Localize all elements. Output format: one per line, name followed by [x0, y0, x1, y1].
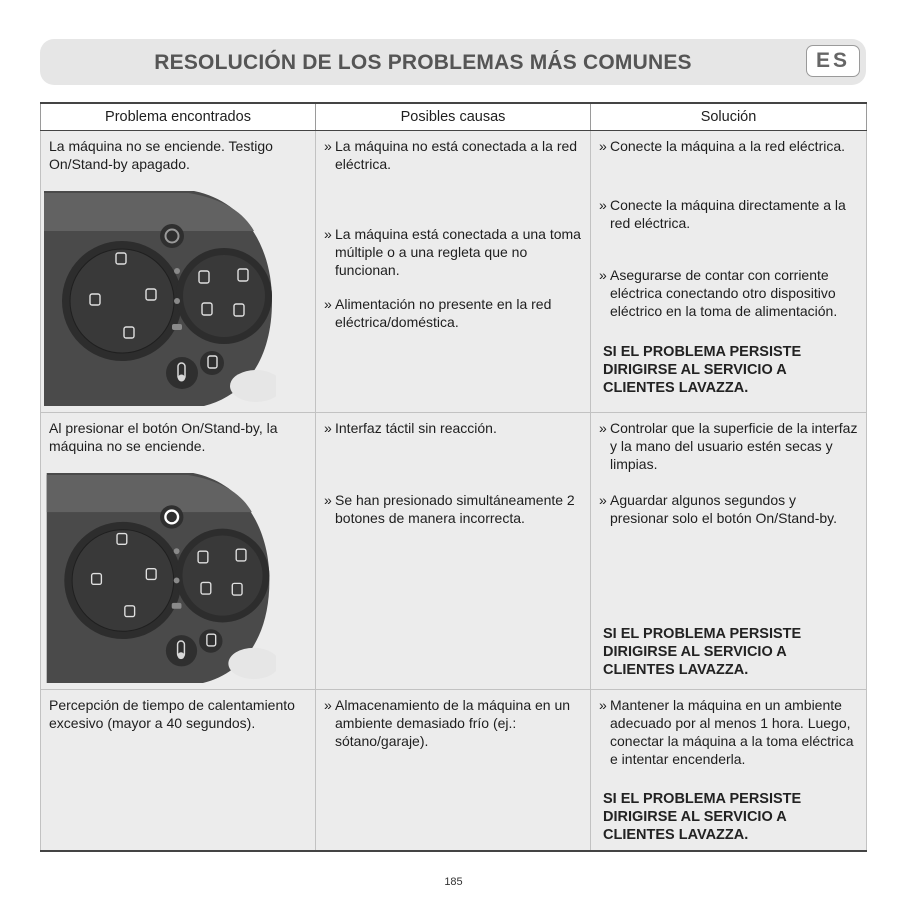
solution-item: » Aguardar algunos segundos y presionar solo el botón On/Stand-by. — [599, 491, 858, 527]
solution-item: » Conecte la máquina a la red eléctrica. — [599, 137, 858, 155]
troubleshooting-table — [40, 102, 867, 852]
cause-item: » Se han presionado simultáneamente 2 botones de manera incorrecta. — [324, 491, 582, 527]
solution-item: » Controlar que la superficie de la interfaz y la mano del usuario estén secas y limpias. — [599, 419, 858, 473]
cause-item: » Almacenamiento de la máquina en un ambiente demasiado frío (ej.: sótano/garaje). — [324, 696, 582, 750]
solution-cell — [591, 690, 867, 852]
cause-item: » La máquina no está conectada a la red eléctrica. — [324, 137, 582, 173]
table-row — [41, 413, 867, 690]
problem-cell — [41, 413, 316, 690]
column-header-causes: Posibles causas — [316, 103, 591, 131]
causes-cell — [316, 131, 591, 413]
solution-cell — [591, 413, 867, 690]
problem-text: La máquina no se enciende. Testigo On/Stand-by apagado. — [49, 138, 273, 172]
problem-text: Percepción de tiempo de calentamiento excesivo (mayor a 40 segundos). — [49, 697, 295, 731]
cause-item: » La máquina está conectada a una toma múltiple o a una regleta que no funcionan. — [324, 225, 582, 279]
persist-note: SI EL PROBLEMA PERSISTE DIRIGIRSE AL SERVICIO A CLIENTES LAVAZZA. — [603, 344, 802, 396]
title-bar — [40, 39, 866, 85]
cause-item: » Interfaz táctil sin reacción. — [324, 419, 582, 437]
table-row — [41, 690, 867, 852]
table-header-row — [41, 103, 867, 131]
causes-cell — [316, 690, 591, 852]
cause-item: » Alimentación no presente en la red eléctrica/doméstica. — [324, 295, 582, 331]
solution-item: » Asegurarse de contar con corriente eléctrica conectando otro dispositivo eléctrico en la toma de alimentación. — [599, 266, 858, 320]
problem-cell — [41, 131, 316, 413]
causes-cell — [316, 413, 591, 690]
persist-note: SI EL PROBLEMA PERSISTE DIRIGIRSE AL SERVICIO A CLIENTES LAVAZZA. — [603, 791, 802, 843]
persist-note: SI EL PROBLEMA PERSISTE DIRIGIRSE AL SERVICIO A CLIENTES LAVAZZA. — [603, 626, 802, 678]
solution-item: » Conecte la máquina directamente a la red eléctrica. — [599, 196, 858, 232]
machine-control-panel-image — [44, 473, 276, 683]
column-header-solution: Solución — [591, 103, 867, 131]
machine-control-panel-image — [44, 191, 276, 406]
problem-text: Al presionar el botón On/Stand-by, la máquina no se enciende. — [49, 420, 278, 454]
solution-item: » Mantener la máquina en un ambiente adecuado por al menos 1 hora. Luego, conectar la máquina a la toma eléctrica e intentar encenderla. — [599, 696, 858, 768]
language-badge: ES — [806, 45, 860, 77]
table-row — [41, 131, 867, 413]
problem-cell — [41, 690, 316, 852]
page-number: 185 — [444, 876, 463, 888]
page-title: RESOLUCIÓN DE LOS PROBLEMAS MÁS COMUNES — [154, 51, 692, 74]
column-header-problem: Problema encontrados — [41, 103, 316, 131]
solution-cell — [591, 131, 867, 413]
